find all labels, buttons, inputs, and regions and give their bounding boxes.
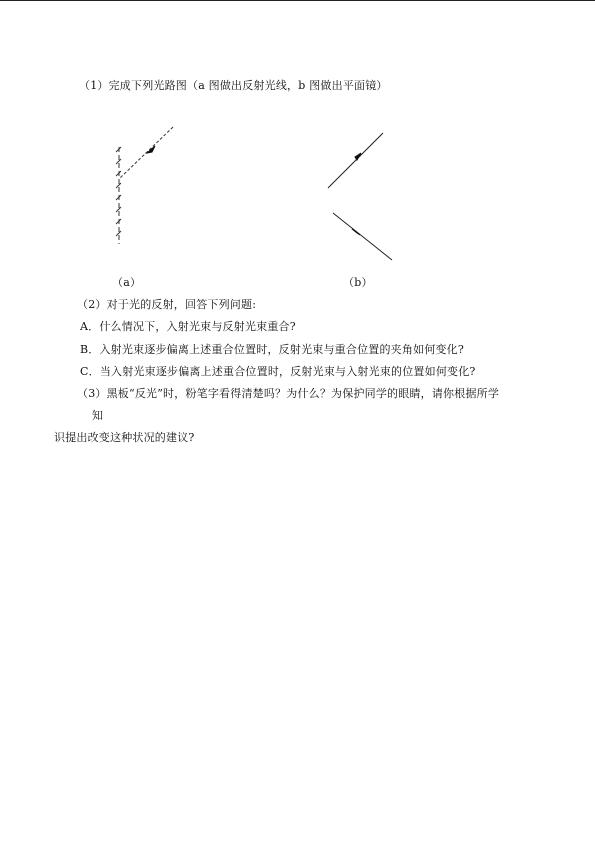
diagram-b-arrow-2: [352, 229, 360, 235]
question-3-line-1: （3）黑板“反光”时，粉笔字看得清楚吗？为什么？为保护同学的眼睛，请你根据所学: [77, 387, 500, 400]
question-2-a: A．什么情况下，入射光束与反射光束重合?: [80, 320, 296, 333]
diagram-b-label: （b）: [343, 276, 373, 289]
question-2-c: C．当入射光束逐步偏离上述重合位置时，反射光束与入射光束的位置如何变化?: [80, 365, 476, 378]
question-3-line-2: 知: [92, 409, 104, 422]
question-2-b: B．入射光束逐步偏离上述重合位置时，反射光束与重合位置的夹角如何变化?: [80, 343, 464, 356]
question-2-intro: （2）对于光的反射，回答下列问题:: [77, 298, 257, 311]
diagram-b-ray-1: [328, 133, 383, 188]
question-3-line-3: 识提出改变这种状况的建议?: [54, 431, 195, 444]
question-1-text: （1）完成下列光路图（a 图做出反射光线，b 图做出平面镜）: [79, 79, 388, 92]
diagram-a-label: （a）: [112, 276, 142, 289]
diagram-b-ray-2: [333, 213, 392, 260]
